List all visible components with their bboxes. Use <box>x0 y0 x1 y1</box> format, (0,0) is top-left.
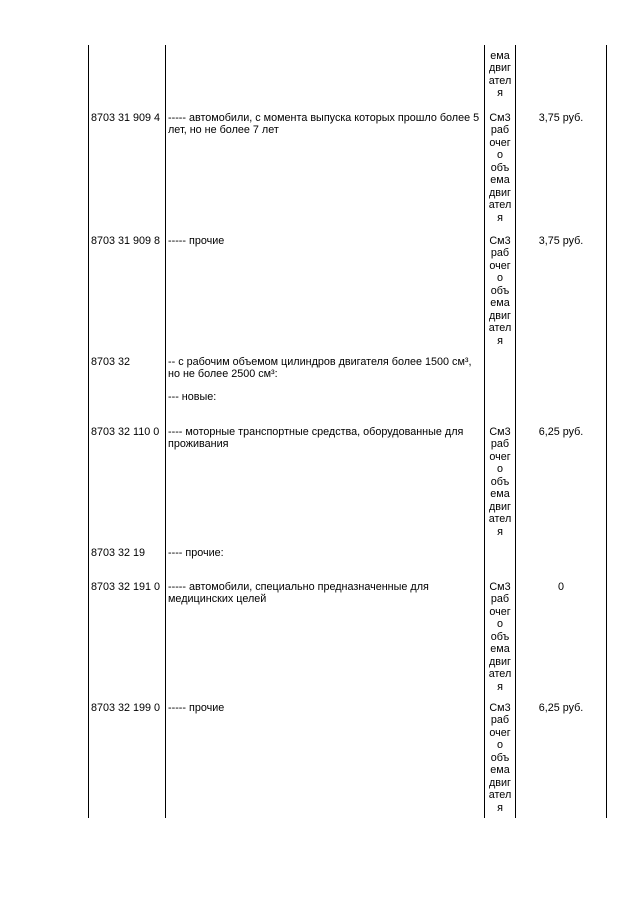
unit-of-measure: См3 раб очег о объ ема двиг ател я <box>488 235 512 347</box>
table-row <box>0 702 640 814</box>
unit-of-measure: См3 раб очег о объ ема двиг ател я <box>488 112 512 224</box>
goods-description: ----- автомобили, с момента выпуска которых прошло более 5 лет, но не более 7 лет <box>168 112 480 137</box>
goods-description: ----- прочие <box>168 702 225 714</box>
tariff-code: 8703 32 199 0 <box>91 702 161 714</box>
goods-description: ---- прочие: <box>168 547 224 559</box>
table-row <box>0 581 640 693</box>
tariff-code: 8703 32 19 <box>91 547 146 559</box>
tariff-code: 8703 32 <box>91 356 131 368</box>
unit-of-measure: См3 раб очег о объ ема двиг ател я <box>488 426 512 538</box>
duty-rate: 0 <box>557 581 564 593</box>
goods-description: ----- прочие <box>168 235 225 247</box>
goods-description: ----- автомобили, специально предназначенные для медицинских целей <box>168 581 429 606</box>
tariff-code: 8703 31 909 8 <box>91 235 161 247</box>
goods-description: -- с рабочим объемом цилиндров двигателя более 1500 см³, но не более 2500 см³: <box>168 356 472 381</box>
duty-rate: 3,75 руб. <box>538 235 584 247</box>
unit-of-measure: ема двиг ател я <box>488 50 512 100</box>
table-row <box>0 112 640 224</box>
goods-subheading: --- новые: <box>168 391 217 403</box>
tariff-code: 8703 32 110 0 <box>91 426 160 438</box>
unit-of-measure: См3 раб очег о объ ема двиг ател я <box>488 581 512 693</box>
table-row-heading <box>0 356 640 403</box>
duty-rate: 3,75 руб. <box>538 112 584 124</box>
duty-rate: 6,25 руб. <box>538 426 584 438</box>
tariff-code: 8703 31 909 4 <box>91 112 161 124</box>
goods-description: ---- моторные транспортные средства, оборудованные для проживания <box>168 426 464 451</box>
table-row <box>0 426 640 538</box>
table-row <box>0 235 640 347</box>
duty-rate: 6,25 руб. <box>538 702 584 714</box>
tariff-code: 8703 32 191 0 <box>91 581 161 593</box>
unit-of-measure: См3 раб очег о объ ема двиг ател я <box>488 702 512 814</box>
table-row-heading <box>0 547 640 559</box>
table-row-continuation <box>0 50 640 100</box>
